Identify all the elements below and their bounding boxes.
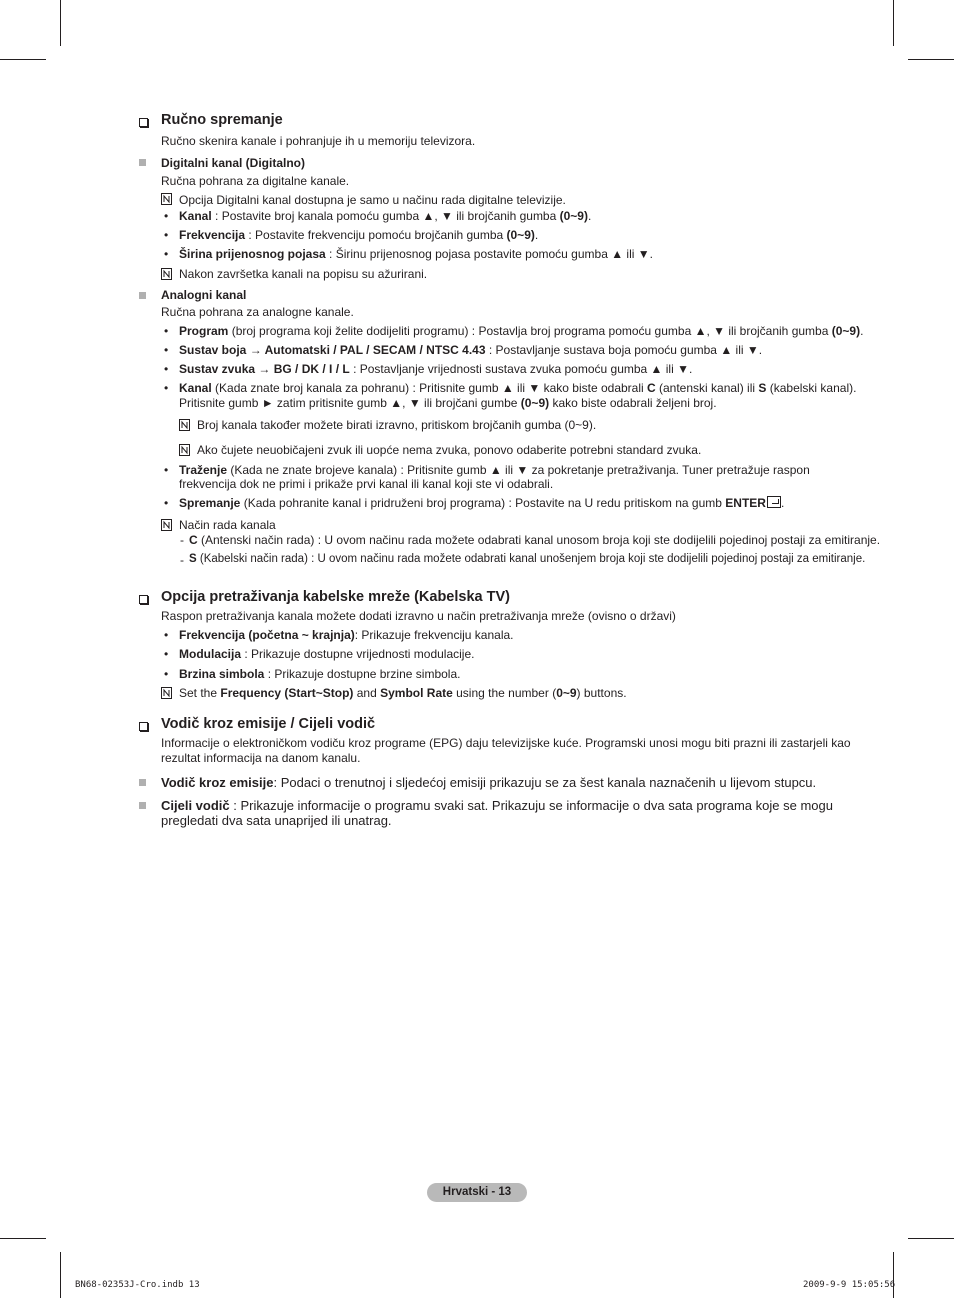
note-icon (161, 268, 172, 280)
note-icon (179, 444, 190, 456)
note-text: Broj kanala također možete birati izravno, pritiskom brojčanih gumba (0~9). (197, 418, 597, 432)
mode-item: C (Antenski način rada) : U ovom načinu rada možete odabrati kanal unosom broja koji ste dodijelili pojedinoj postaji za emitiranje. (189, 533, 881, 547)
note-icon (179, 419, 190, 431)
gray-square-icon (139, 292, 146, 299)
enter-icon (767, 496, 781, 508)
note-text: Opcija Digitalni kanal dostupna je samo u načinu rada digitalne televizije. (179, 193, 566, 207)
crop-mark (0, 59, 46, 60)
list-item: Spremanje (Kada pohranite kanal i pridruženi broj programa) : Postavite na U redu pritiskom na gumb ENTER . (179, 496, 785, 510)
section-box-icon (139, 118, 148, 127)
section-intro: Informacije o elektroničkom vodiču kroz programe (EPG) daju televizijske kuće. Programski unosi mogu biti prazni ili zastarjeli kao (161, 736, 851, 750)
crop-mark (0, 1238, 46, 1239)
list-item: Kanal : Postavite broj kanala pomoću gumba ▲, ▼ ili brojčanih gumba (0~9). (179, 209, 592, 223)
bullet: • (164, 381, 169, 395)
bullet: • (164, 228, 169, 242)
list-item: Frekvencija : Postavite frekvenciju pomoću brojčanih gumba (0~9). (179, 228, 539, 242)
bullet: • (164, 647, 169, 661)
list-item: Širina prijenosnog pojasa : Širinu prijenosnog pojasa postavite pomoću gumba ▲ ili ▼. (179, 247, 653, 261)
bullet: • (164, 343, 169, 357)
subheading: Analogni kanal (161, 288, 247, 302)
section-title: Ručno spremanje (161, 112, 283, 128)
bullet: • (164, 324, 169, 338)
crop-mark (908, 1238, 954, 1239)
note-text: Način rada kanala (179, 518, 276, 532)
section-intro: Raspon pretraživanja kanala možete dodati izravno u način pretraživanja mreže (ovisno o državi) (161, 609, 676, 623)
gray-square-icon (139, 802, 146, 809)
list-item: Frekvencija (početna ~ krajnja): Prikazuje frekvenciju kanala. (179, 628, 514, 642)
note-text: Set the Frequency (Start~Stop) and Symbol Rate using the number (0~9) buttons. (179, 686, 627, 700)
note-icon (161, 687, 172, 699)
list-item-continued: Pritisnite gumb ► zatim pritisnite gumb ▲, ▼ ili brojčani gumbe (0~9) kako biste odabrali željeni broj. (179, 396, 717, 410)
list-item-continued: frekvencija dok ne primi i prikaže prvi kanal ili kanal koji ste vi odabrali. (179, 477, 554, 491)
section-title: Vodič kroz emisije / Cijeli vodič (161, 716, 376, 732)
bullet: • (164, 463, 169, 477)
subheading-desc: Ručna pohrana za analogne kanale. (161, 305, 354, 319)
mode-item: S (Kabelski način rada) : U ovom načinu rada možete odabrati kanal unošenjem broja koji ste dodijelili pojedinoj postaji za emitiranje. (189, 553, 866, 565)
list-item: Brzina simbola : Prikazuje dostupne brzine simbola. (179, 667, 461, 681)
list-item: Sustav zvuka → BG / DK / I / L : Postavljanje vrijednosti sustava zvuka pomoću gumba ▲ ili ▼. (179, 362, 693, 376)
bullet: • (164, 362, 169, 376)
note-icon (161, 193, 172, 205)
bullet: • (164, 247, 169, 261)
bullet: • (164, 496, 169, 510)
bullet: • (164, 209, 169, 223)
section-intro: rezultat informacija na danom kanalu. (161, 751, 361, 765)
crop-mark (908, 59, 954, 60)
gray-square-icon (139, 779, 146, 786)
note-text: Ako čujete neuobičajeni zvuk ili uopće nema zvuka, ponovo odaberite potrebni standard zvuka. (197, 443, 702, 457)
list-item: Program (broj programa koji želite dodijeliti programu) : Postavlja broj programa pomoću gumba ▲, ▼ ili brojčanih gumba (0~9). (179, 324, 864, 338)
dash-marker: - (180, 533, 184, 547)
list-item: Traženje (Kada ne znate brojeve kanala) : Pritisnite gumb ▲ ili ▼ za pokretanje pretraživanja. Tuner pretražuje raspon (179, 463, 810, 477)
guide-item: Cijeli vodič : Prikazuje informacije o programu svaki sat. Prikazuju se informacije o dva sata programa koje se mogu (161, 798, 833, 813)
list-item: Modulacija : Prikazuje dostupne vrijednosti modulacije. (179, 647, 475, 661)
guide-item-continued: pregledati dva sata unaprijed ili unatrag. (161, 813, 392, 828)
crop-mark (60, 0, 61, 46)
crop-mark (60, 1252, 61, 1298)
page-number-badge: Hrvatski - 13 (427, 1183, 527, 1202)
section-intro: Ručno skenira kanale i pohranjuje ih u memoriju televizora. (161, 134, 476, 148)
section-box-icon (139, 722, 148, 731)
bullet: • (164, 667, 169, 681)
list-item: Sustav boja → Automatski / PAL / SECAM / NTSC 4.43 : Postavljanje sustava boja pomoću gumba ▲ ili ▼. (179, 343, 763, 357)
section-box-icon (139, 595, 148, 604)
gray-square-icon (139, 159, 146, 166)
note-text: Nakon završetka kanali na popisu su ažurirani. (179, 267, 428, 281)
timestamp-slug: 2009-9-9 15:05:56 (803, 1280, 896, 1290)
crop-mark (893, 1252, 894, 1298)
subheading-desc: Ručna pohrana za digitalne kanale. (161, 174, 350, 188)
section-title: Opcija pretraživanja kabelske mreže (Kabelska TV) (161, 589, 510, 605)
guide-item: Vodič kroz emisije: Podaci o trenutnoj i sljedećoj emisiji prikazuju se za šest kanala naznačenih u lijevom stupcu. (161, 775, 817, 790)
subheading: Digitalni kanal (Digitalno) (161, 156, 306, 170)
dash-marker: - (180, 553, 184, 567)
note-icon (161, 519, 172, 531)
list-item: Kanal (Kada znate broj kanala za pohranu) : Pritisnite gumb ▲ ili ▼ kako biste odabrali C (antenski kanal) ili S (kabelski kanal). (179, 381, 857, 395)
file-slug: BN68-02353J-Cro.indb 13 (75, 1280, 200, 1290)
crop-mark (893, 0, 894, 46)
bullet: • (164, 628, 169, 642)
